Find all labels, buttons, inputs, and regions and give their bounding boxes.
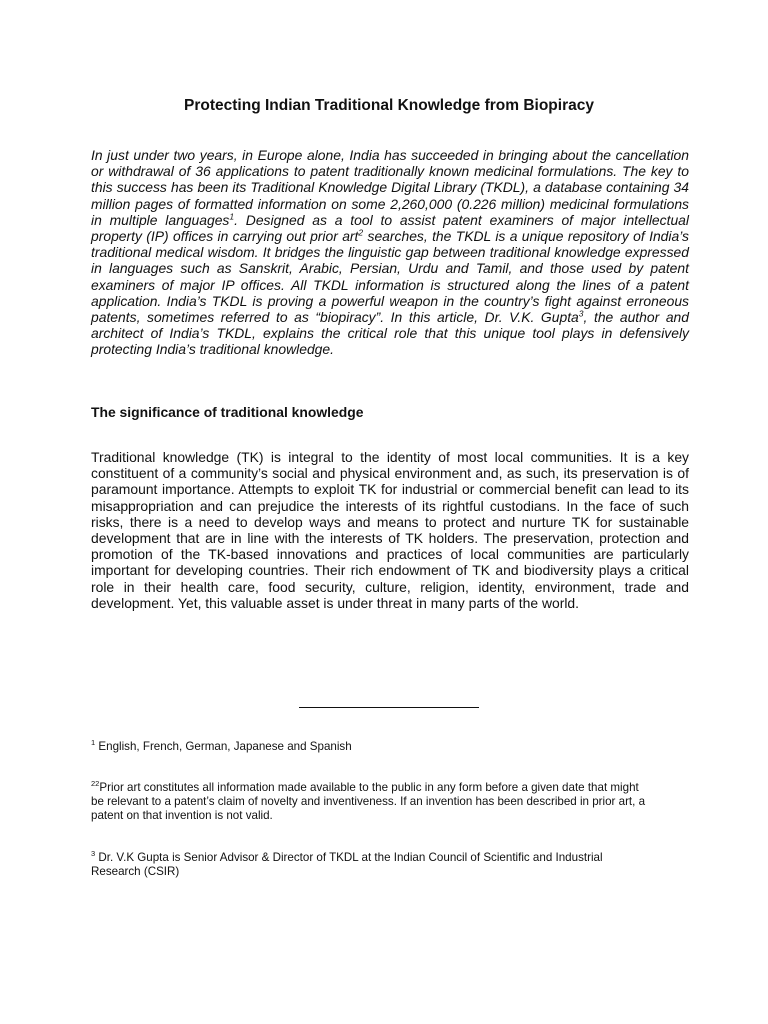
footnote-3 (91, 851, 651, 879)
document-title: Protecting Indian Traditional Knowledge from Biopiracy (184, 97, 594, 114)
footnote-mark-3: 3 (91, 849, 96, 859)
footnote-text-3: Dr. V.K Gupta is Senior Advisor & Director of TKDL at the Indian Council of Scientific and Industrial Research (CSIR) (91, 851, 603, 878)
abstract-text-2: . Designed as a tool to assist patent examiners of major intellectual property (IP) offices in carrying out prior art (91, 211, 689, 245)
abstract-paragraph (91, 147, 689, 358)
footnote-text-1: English, French, German, Japanese and Spanish (95, 740, 352, 753)
footnote-text-2: Prior art constitutes all information made available to the public in any form before a given date that might be relevant to a patent’s claim of novelty and inventiveness. If an invention has been described in prior art, a patent on that invention is not valid. (91, 781, 646, 822)
footnote-separator (299, 707, 479, 708)
abstract-text-3: searches, the TKDL is a unique repository of India’s traditional medical wisdom. It bridges the linguistic gap between traditional knowledge expressed in languages such as Sanskrit, Arabic, Persian, Urdu and Tamil, and those used by patent examiners of major IP offices. All TKDL information is structured along the lines of a patent application. India’s TKDL is proving a powerful weapon in the country’s fight against erroneous patents, sometimes referred to as “biopiracy”. In this article, Dr. V.K. Gupta (91, 228, 689, 326)
section-body-paragraph: Traditional knowledge (TK) is integral to the identity of most local communities. It is a key constituent of a community’s social and physical environment and, as such, its preservation is of paramount importance. Attempts to exploit TK for industrial or commercial benefit can lead to its misappropriation and can prejudice the interests of its rightful custodians. In the face of such risks, there is a need to develop ways and means to protect and nurture TK for sustainable development that are in line with the interests of TK holders. The preservation, protection and promotion of the TK-based innovations and practices of local communities are particularly important for developing countries. Their rich endowment of TK and biodiversity plays a critical role in their health care, food security, culture, religion, identity, environment, trade and development. Yet, this valuable asset is under threat in many parts of the world. (91, 449, 689, 611)
footnote-mark-1: 1 (91, 738, 96, 748)
footnote-ref-3: 3 (578, 308, 584, 319)
footnote-2 (91, 781, 651, 823)
footnote-ref-1: 1 (229, 211, 235, 222)
footnote-ref-2: 2 (358, 227, 364, 238)
section-heading: The significance of traditional knowledge (91, 404, 364, 420)
footnote-1 (91, 740, 651, 754)
abstract-text-4: , the author and architect of India’s TKDL, explains the critical role that this unique tool plays in defensively protecting India’s traditional knowledge. (91, 309, 690, 358)
abstract-text-1: In just under two years, in Europe alone, India has succeeded in bringing about the cancellation or withdrawal of 36 applications to patent traditionally known medicinal formulations. The key to this success has been its Traditional Knowledge Digital Library (TKDL), a database containing 34 million pages of formatted information on some 2,260,000 (0.226 million) medicinal formulations in multiple languages (91, 147, 689, 228)
footnote-mark-2: 22 (91, 779, 100, 789)
